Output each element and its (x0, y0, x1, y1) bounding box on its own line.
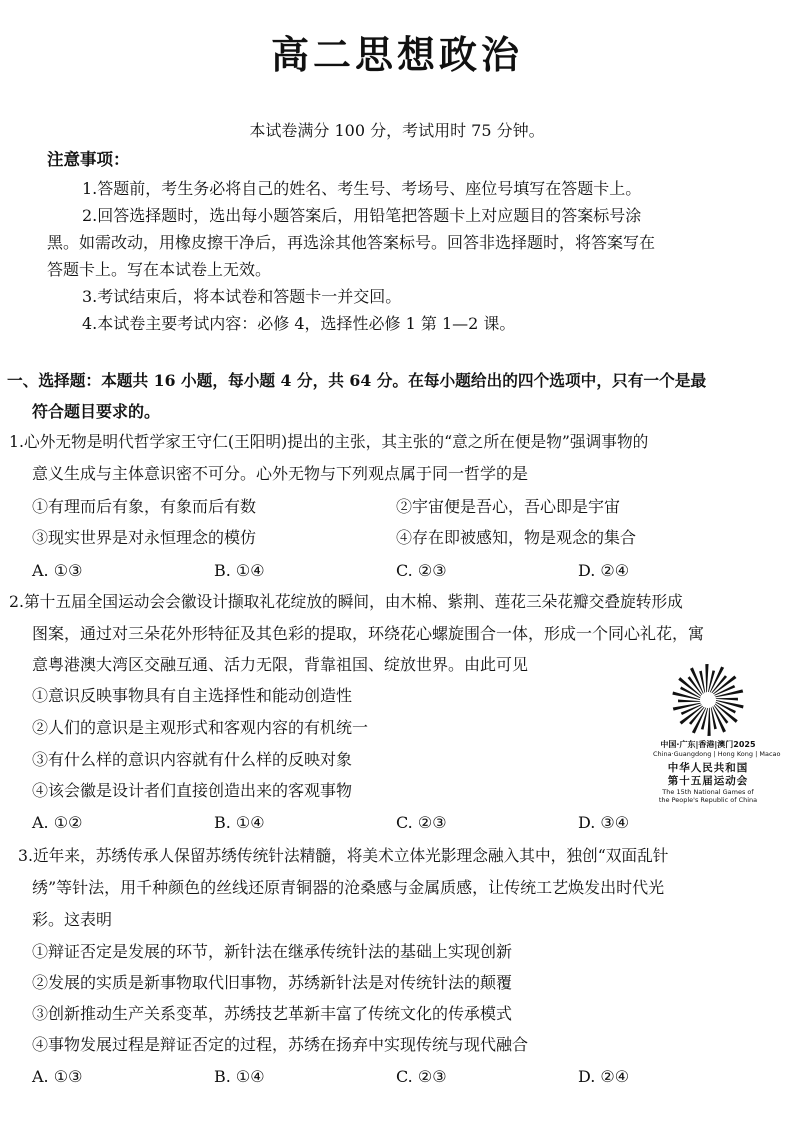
emblem-line: the People's Republic of China (658, 796, 758, 804)
exam-info: 本试卷满分 100 分，考试用时 75 分钟。 (249, 121, 545, 140)
notice-line: 4.本试卷主要考试内容：必修 4，选择性必修 1 第 1—2 课。 (82, 314, 516, 333)
firework-emblem-icon (653, 660, 763, 738)
q2-option: ②人们的意识是主观形式和客观内容的有机统一 (32, 718, 369, 737)
q2-option: ①意识反映事物具有自主选择性和能动创造性 (32, 686, 353, 705)
q2-answer: B. ①④ (214, 813, 265, 832)
q1-stem: 意义生成与主体意识密不可分。心外无物与下列观点属于同一哲学的是 (32, 464, 529, 483)
notice-line: 3.考试结束后，将本试卷和答题卡一并交回。 (82, 287, 402, 306)
q2-stem: 意粤港澳大湾区交融互通、活力无限，背靠祖国、绽放世界。由此可见 (32, 655, 529, 674)
section-heading-cont: 符合题目要求的。 (32, 402, 161, 421)
notice-heading: 注意事项： (47, 150, 130, 169)
q2-answer: A. ①② (32, 813, 83, 832)
games-emblem (653, 660, 781, 804)
emblem-petal (705, 664, 708, 692)
emblem-petal (707, 708, 710, 736)
q1-answer: A. ①③ (32, 561, 83, 580)
q2-option: ④该会徽是设计者们直接创造出来的客观事物 (32, 781, 353, 800)
q1-stem: 1.心外无物是明代哲学家王守仁(王阳明)提出的主张，其主张的“意之所在便是物”强调事物的 (9, 432, 649, 451)
q2-answer: C. ②③ (396, 813, 447, 832)
section-heading: 一、选择题：本题共 16 小题，每小题 4 分，共 64 分。在每小题给出的四个选项中，只有一个是最 (7, 371, 707, 390)
q3-option: ④事物发展过程是辩证否定的过程，苏绣在扬弃中实现传统与现代融合 (32, 1035, 529, 1054)
emblem-line: 第十五届运动会 (667, 775, 749, 787)
q3-answer: D. ②④ (578, 1067, 630, 1086)
q3-stem: 彩。这表明 (32, 910, 113, 929)
emblem-line: The 15th National Games of (662, 788, 754, 796)
q3-answer: C. ②③ (396, 1067, 447, 1086)
emblem-line: China·Guangdong | Hong Kong | Macao (653, 750, 781, 758)
emblem-petal (711, 707, 717, 729)
q3-option: ③创新推动生产关系变革，苏绣技艺革新丰富了传统文化的传承模式 (32, 1004, 513, 1023)
q3-option: ②发展的实质是新事物取代旧事物，苏绣新针法是对传统针法的颠覆 (32, 973, 513, 992)
page-title: 高二思想政治 (270, 32, 523, 77)
emblem-line: 中国·广东|香港|澳门2025 (660, 740, 756, 749)
q3-option: ①辩证否定是发展的环节，新针法在继承传统针法的基础上实现创新 (32, 942, 513, 961)
q3-stem: 绣”等针法，用千种颜色的丝线还原青铜器的沧桑感与金属质感，让传统工艺焕发出时代光 (32, 878, 665, 897)
q1-option: ③现实世界是对永恒理念的模仿 (32, 528, 257, 547)
q3-stem: 3.近年来，苏绣传承人保留苏绣传统针法精髓，将美术立体光影理念融入其中，独创“双面乱针 (18, 846, 669, 865)
q1-option: ①有理而后有象，有象而后有数 (32, 497, 257, 516)
q1-option: ②宇宙便是吾心，吾心即是宇宙 (396, 497, 621, 516)
q1-answer: C. ②③ (396, 561, 447, 580)
q1-option: ④存在即被感知，物是观念的集合 (396, 528, 637, 547)
emblem-petal (678, 700, 700, 703)
q2-option: ③有什么样的意识内容就有什么样的反映对象 (32, 750, 353, 769)
q2-answer: D. ③④ (578, 813, 630, 832)
emblem-line: 中华人民共和国 (667, 762, 749, 774)
notice-line: 1.答题前，考生务必将自己的姓名、考生号、考场号、座位号填写在答题卡上。 (82, 179, 642, 198)
emblem-petal (716, 698, 738, 701)
emblem-petal (699, 671, 705, 693)
notice-line: 黑。如需改动，用橡皮擦干净后，再选涂其他答案标号。回答非选择题时，将答案写在 (47, 233, 656, 252)
q1-answer: B. ①④ (214, 561, 265, 580)
q2-stem: 图案，通过对三朵花外形特征及其色彩的提取，环绕花心螺旋围合一体，形成一个同心礼花，寓 (32, 624, 705, 643)
notice-line: 2.回答选择题时，选出每小题答案后，用铅笔把答题卡上对应题目的答案标号涂 (82, 206, 642, 225)
q1-answer: D. ②④ (578, 561, 630, 580)
notice-line: 答题卡上。写在本试卷上无效。 (47, 260, 272, 279)
q2-stem: 2.第十五届全国运动会会徽设计撷取礼花绽放的瞬间，由木棉、紫荆、莲花三朵花瓣交叠旋转形成 (9, 592, 683, 611)
q3-answer: B. ①④ (214, 1067, 265, 1086)
q3-answer: A. ①③ (32, 1067, 83, 1086)
